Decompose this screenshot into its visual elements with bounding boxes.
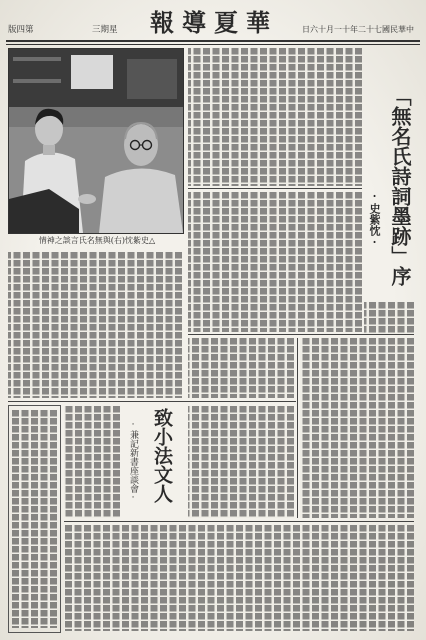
edition-label: 第四版 bbox=[8, 25, 34, 35]
article-body-text bbox=[8, 252, 182, 398]
article-title: 致小法文人 bbox=[151, 408, 173, 503]
photo-wall-frame bbox=[127, 59, 177, 99]
weekday-label: 星期三 bbox=[92, 25, 118, 35]
photo-shelf-board bbox=[13, 79, 61, 83]
photo-shelf-board bbox=[13, 57, 61, 61]
issue-date: 中華民國七十二年十一月十六日 bbox=[302, 25, 414, 34]
photo-wall bbox=[9, 107, 183, 127]
article-body-text bbox=[64, 525, 414, 631]
column-divider bbox=[297, 338, 298, 518]
column-divider bbox=[188, 334, 414, 335]
boxed-body-text bbox=[12, 410, 57, 628]
boxed-column bbox=[8, 405, 61, 633]
header-divider bbox=[6, 40, 420, 45]
article-body-text bbox=[300, 338, 414, 518]
photo-image bbox=[9, 49, 183, 233]
photo-caption: △史紫忱(右)與無名氏言談之神情 bbox=[38, 236, 156, 245]
article-body-text bbox=[188, 406, 294, 518]
section-divider bbox=[64, 521, 414, 522]
article-subtitle: · 兼記新書座談會 · bbox=[126, 420, 138, 512]
column-divider bbox=[188, 188, 362, 189]
article-author: · 史紫忱 · bbox=[366, 190, 380, 260]
photo-hand bbox=[78, 194, 96, 204]
photo-figure-right-shirt bbox=[99, 168, 183, 233]
article-body-text bbox=[188, 192, 362, 332]
newspaper-masthead: 華夏導報 bbox=[150, 8, 278, 37]
article-body-text bbox=[64, 406, 120, 518]
article-body-text bbox=[188, 48, 362, 186]
section-divider bbox=[8, 401, 296, 402]
photo-figure-left-neck bbox=[43, 145, 55, 155]
article-body-text bbox=[188, 338, 294, 398]
article-title: 「無名氏詩詞墨跡」序 bbox=[388, 86, 412, 286]
article-photo bbox=[8, 48, 184, 234]
photo-window bbox=[71, 55, 113, 89]
article-body-text bbox=[364, 302, 414, 334]
